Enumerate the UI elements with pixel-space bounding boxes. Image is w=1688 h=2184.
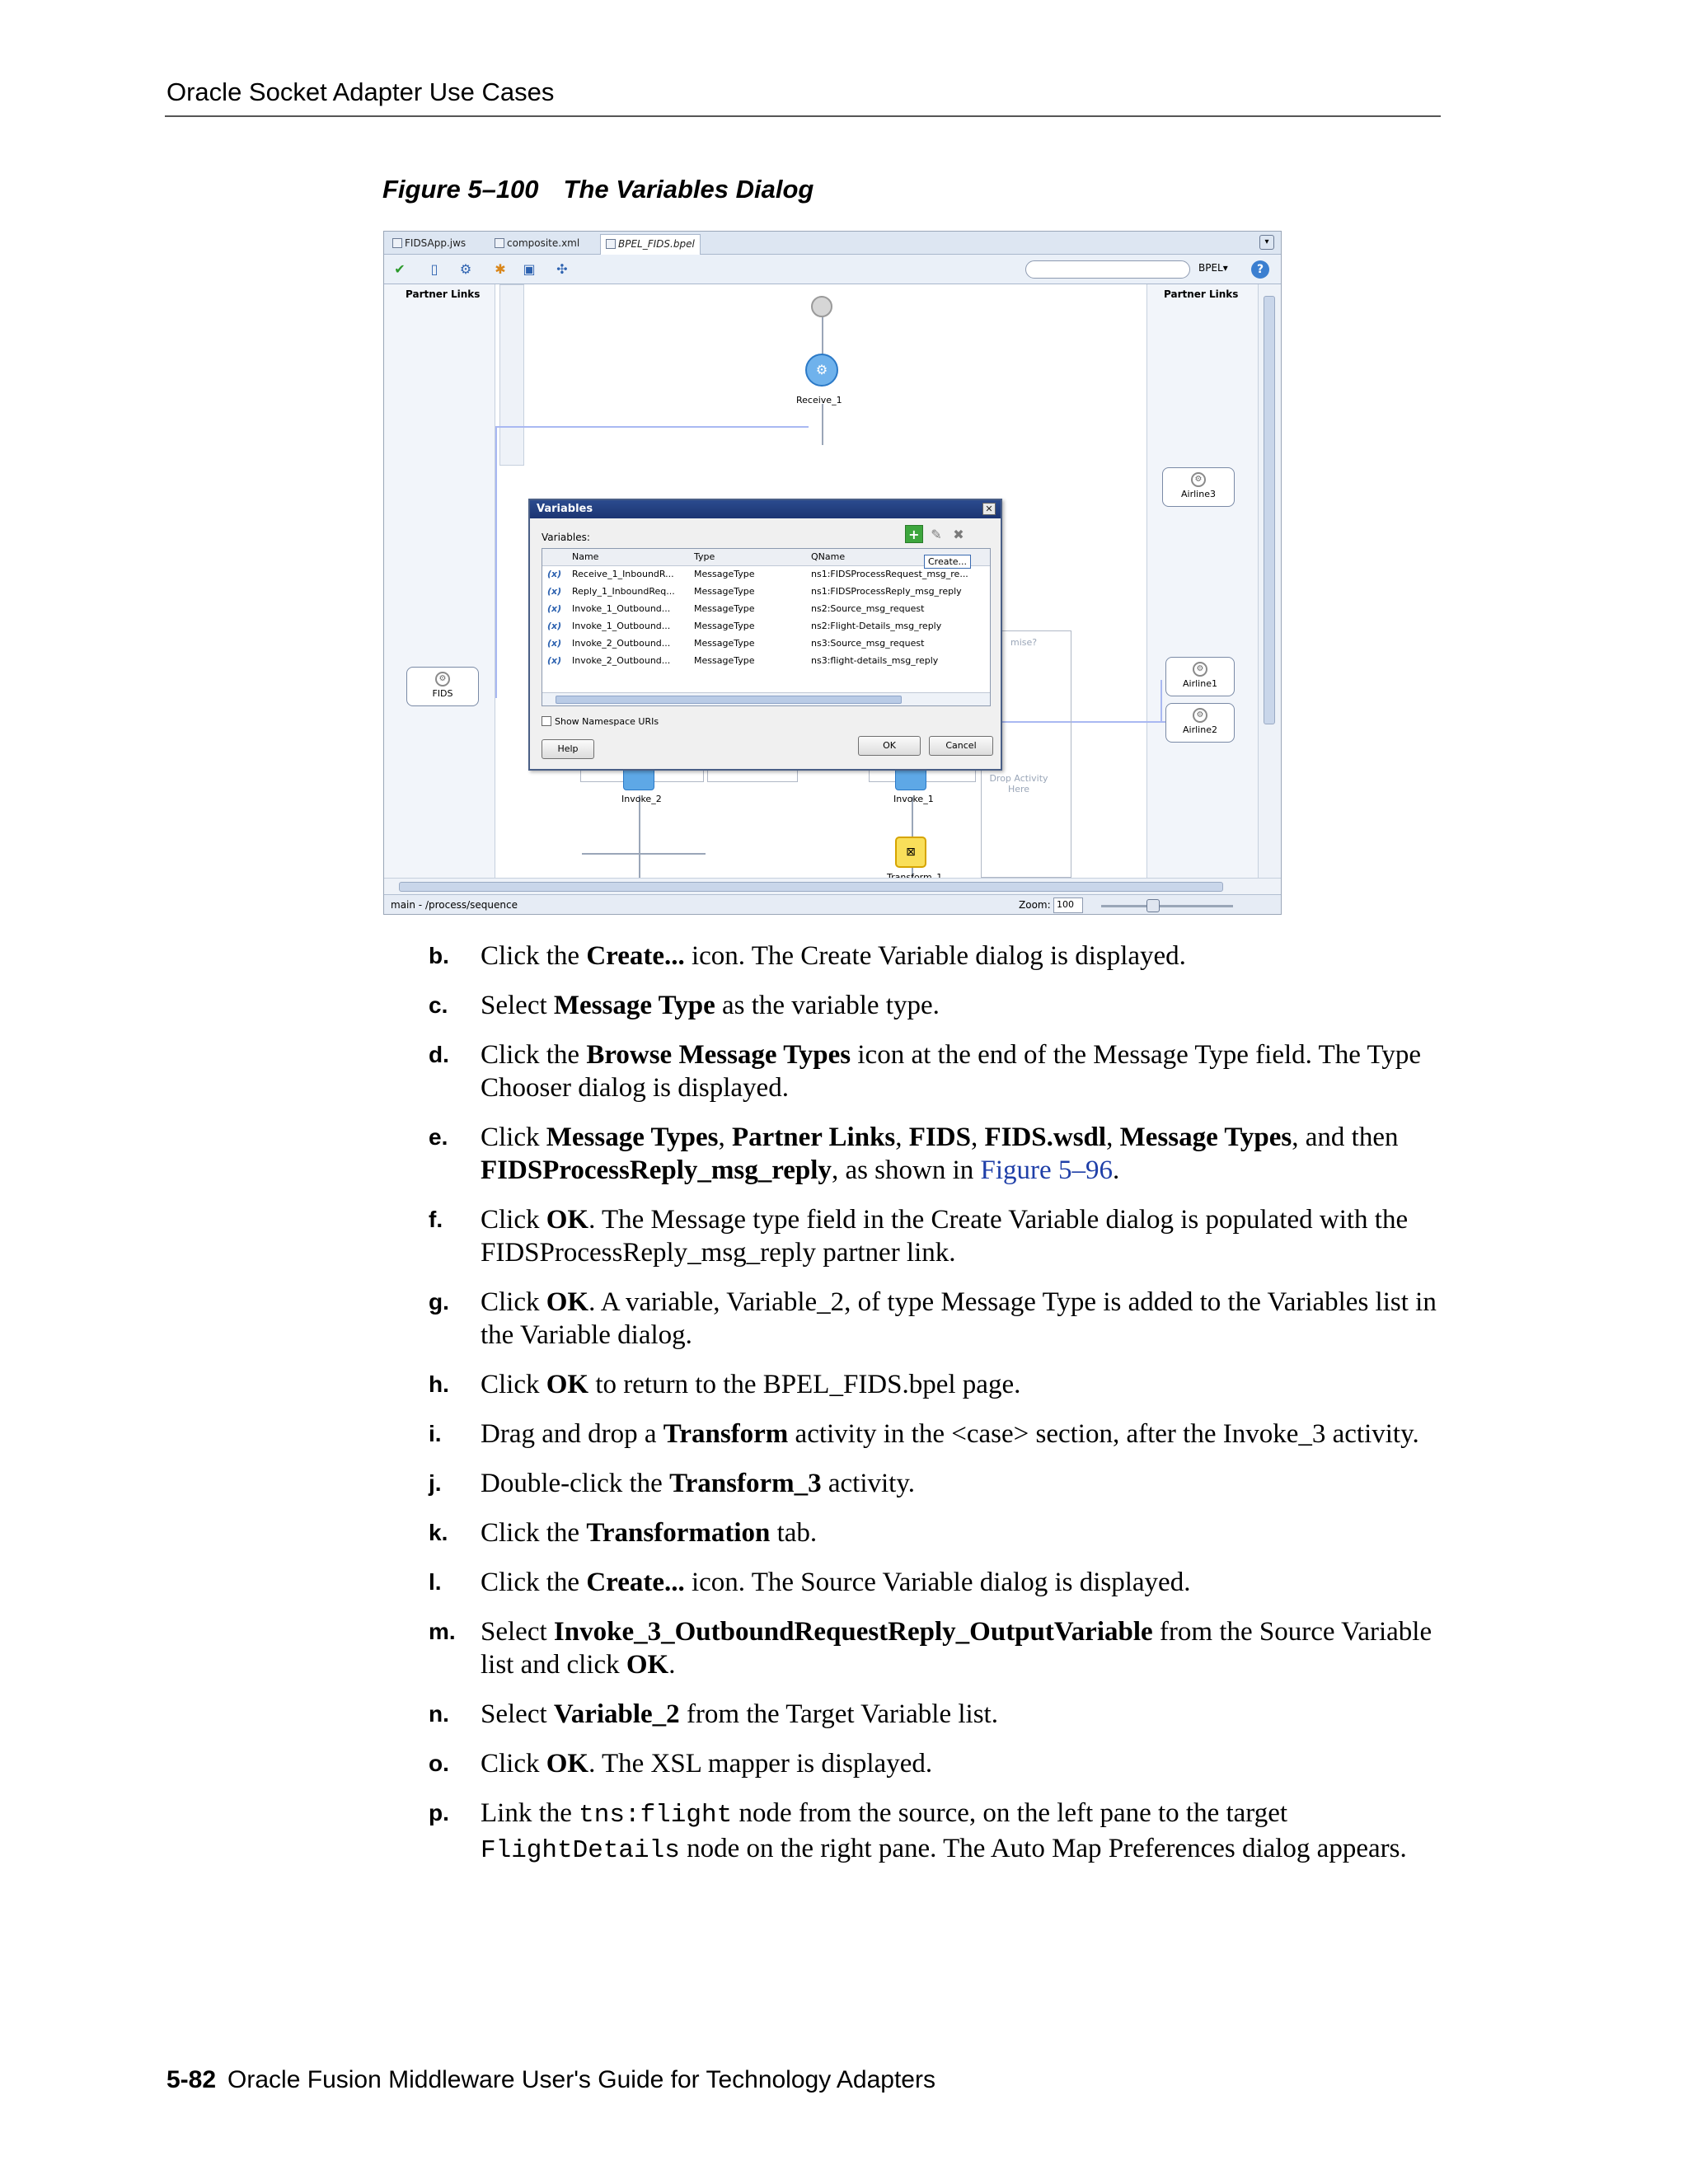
step-letter: f. [429, 1207, 443, 1232]
procedure-step: k. Click the Transformation tab. [429, 1518, 818, 1548]
cell-name: Invoke_2_Outbound... [572, 655, 671, 666]
flow-connector [822, 317, 823, 355]
bold-term: Message Type [553, 991, 715, 1020]
column-header-name[interactable]: Name [572, 551, 599, 562]
editor-toolbar [384, 255, 1281, 284]
scroll-thumb[interactable] [556, 696, 902, 704]
procedure-step: c. Select Message Type as the variable type. [429, 991, 940, 1020]
flow-connector [822, 404, 823, 445]
column-header-type[interactable]: Type [694, 551, 715, 562]
partner-link-airline1[interactable] [1165, 657, 1235, 696]
bold-term: Message Types [1119, 1122, 1292, 1152]
procedure-step: i. Drag and drop a Transform activity in the <case> section, after the Invoke_3 activity. [429, 1419, 1419, 1449]
receive-activity-icon[interactable]: ⚙ [805, 354, 838, 387]
debug-icon[interactable]: ✱ [495, 261, 506, 277]
partner-link-wire [495, 426, 497, 698]
right-partner-links-title: Partner Links [1164, 288, 1239, 300]
step-letter: e. [429, 1124, 448, 1150]
refresh-icon[interactable]: ✣ [556, 261, 568, 277]
transform-activity-icon[interactable]: ⊠ [895, 837, 926, 868]
status-path: main - /process/sequence [391, 899, 518, 911]
procedure-step: f. Click OK. The Message type field in the Create Variable dialog is populated with the FIDSProcessReply_msg_reply partner link. [429, 1205, 1409, 1268]
tab-list-dropdown[interactable]: ▾ [1259, 235, 1274, 250]
cell-qname: ns3:Source_msg_request [811, 638, 925, 649]
table-row[interactable] [542, 583, 990, 601]
gear-icon: ⚙ [1193, 662, 1207, 677]
code-term: FlightDetails [481, 1836, 680, 1865]
bold-term: Create... [586, 1568, 685, 1597]
flow-connector [639, 795, 640, 878]
partner-link-label: Airline3 [1181, 489, 1216, 499]
zoom-slider-thumb[interactable] [1146, 899, 1160, 912]
procedure-step: n. Select Variable_2 from the Target Variable list. [429, 1699, 998, 1729]
procedure-step: m. Select Invoke_3_OutboundRequestReply_OutputVariable from the Source Variable list and click OK. [429, 1617, 1432, 1680]
cell-name: Invoke_1_Outbound... [572, 603, 671, 614]
gear-icon: ⚙ [435, 672, 450, 687]
help-button[interactable]: Help [542, 739, 594, 759]
show-namespace-checkbox[interactable] [542, 716, 659, 727]
procedure-step: p. Link the tns:flight node from the source, on the left pane to the target FlightDetails node on the right pane. The Auto Map Preferences dialog appears. [429, 1798, 1407, 1865]
figure-title: The Variables Dialog [563, 175, 814, 204]
scroll-thumb[interactable] [1264, 296, 1275, 724]
variables-dialog [528, 499, 1002, 771]
procedure-step: g. Click OK. A variable, Variable_2, of type Message Type is added to the Variables list in the Variable dialog. [429, 1287, 1437, 1350]
variable-icon: (x) [547, 655, 562, 666]
variable-icon: (x) [547, 586, 562, 597]
step-letter: n. [429, 1701, 449, 1727]
figure-caption [382, 175, 814, 204]
procedure-steps [429, 940, 1442, 1884]
table-row[interactable] [542, 601, 990, 618]
table-row[interactable] [542, 635, 990, 653]
procedure-step: d. Click the Browse Message Types icon at the end of the Message Type field. The Type Chooser dialog is displayed. [429, 1040, 1421, 1103]
partner-link-fids[interactable] [406, 667, 479, 706]
bold-term: Transformation [586, 1518, 771, 1548]
step-letter: h. [429, 1371, 449, 1397]
drop-activity-hint: Drop Activity Here [989, 773, 1048, 794]
ok-button[interactable]: OK [858, 736, 921, 756]
cell-name: Invoke_2_Outbound... [572, 638, 671, 649]
bold-term: FIDS [908, 1122, 971, 1152]
procedure-step: l. Click the Create... icon. The Source Variable dialog is displayed. [429, 1568, 1191, 1597]
canvas-horizontal-scrollbar[interactable] [384, 878, 1281, 894]
bpel-design-canvas[interactable] [384, 284, 1281, 878]
partner-link-label: FIDS [432, 688, 453, 699]
left-partner-links-panel [384, 284, 495, 878]
partner-link-wire [495, 426, 809, 428]
component-strip[interactable] [499, 284, 524, 466]
procedure-step: j. Double-click the Transform_3 activity. [429, 1469, 915, 1498]
tab-fidsapp[interactable] [387, 234, 471, 255]
procedure-step: h. Click OK to return to the BPEL_FIDS.bpel page. [429, 1370, 1021, 1399]
step-letter: j. [429, 1470, 442, 1496]
partner-link-airline3[interactable] [1162, 467, 1235, 507]
cell-type: MessageType [694, 603, 755, 614]
step-letter: p. [429, 1800, 449, 1825]
cell-qname: ns3:flight-details_msg_reply [811, 655, 939, 666]
procedure-step: o. Click OK. The XSL mapper is displayed. [429, 1749, 933, 1779]
close-icon[interactable]: ✕ [982, 503, 996, 515]
validate-icon[interactable]: ✔ [394, 261, 406, 277]
cell-name: Receive_1_InboundR... [572, 569, 674, 579]
code-term: tns:flight [579, 1801, 733, 1830]
edit-pencil-icon[interactable]: ✎ [931, 527, 942, 542]
step-letter: g. [429, 1289, 449, 1315]
cancel-button[interactable]: Cancel [929, 736, 993, 756]
bold-term: FIDS.wsdl [984, 1122, 1107, 1152]
deploy-icon[interactable]: ▣ [523, 261, 536, 277]
process-start-node[interactable] [811, 296, 832, 317]
variable-icon: (x) [547, 638, 562, 649]
partner-link-wire [1160, 680, 1162, 723]
step-letter: i. [429, 1421, 442, 1446]
create-variable-icon[interactable]: + [905, 525, 923, 543]
scroll-thumb[interactable] [399, 882, 1223, 892]
checkbox-label: Show Namespace URIs [555, 716, 659, 727]
dialog-action-icons [905, 525, 968, 544]
dialog-title-bar [530, 500, 1001, 518]
dialog-title: Variables [537, 503, 593, 515]
step-letter: k. [429, 1520, 448, 1545]
table-row[interactable] [542, 618, 990, 635]
step-letter: d. [429, 1042, 449, 1067]
step-letter: b. [429, 943, 449, 968]
zoom-slider[interactable] [1101, 905, 1233, 907]
tab-bpel-fids[interactable] [600, 234, 701, 255]
page-footer [166, 2066, 935, 2094]
jdeveloper-screenshot [383, 231, 1282, 915]
delete-x-icon[interactable]: ✖ [953, 527, 964, 542]
variable-icon: (x) [547, 569, 562, 579]
step-letter: l. [429, 1569, 442, 1595]
status-bar [384, 894, 1281, 915]
zoom-label: Zoom: [1019, 899, 1051, 911]
figure-number: Figure 5–100 [382, 175, 539, 204]
create-tooltip: Create... [924, 555, 971, 569]
settings-gear-icon[interactable]: ⚙ [459, 261, 472, 277]
right-partner-links-panel [1146, 284, 1258, 878]
cell-type: MessageType [694, 569, 755, 579]
bold-term: Invoke_3_OutboundRequestReply_OutputVariable [553, 1617, 1153, 1647]
gear-icon: ⚙ [1193, 708, 1207, 723]
bold-term: Variable_2 [553, 1699, 680, 1729]
tab-label: composite.xml [507, 237, 580, 249]
canvas-vertical-scrollbar[interactable] [1258, 284, 1281, 878]
bold-term: Transform [663, 1419, 789, 1449]
bold-term: Message Types [546, 1122, 719, 1152]
gear-icon: ⚙ [1191, 472, 1206, 487]
bpel-file-icon [606, 239, 616, 249]
cell-qname: ns1:FIDSProcessReply_msg_reply [811, 586, 962, 597]
figure-cross-reference-link[interactable]: Figure 5–96 [980, 1155, 1113, 1185]
bold-term: OK [546, 1370, 589, 1399]
table-row[interactable] [542, 566, 990, 583]
step-letter: o. [429, 1750, 449, 1776]
tab-label: BPEL_FIDS.bpel [618, 238, 695, 250]
procedure-step: e. Click Message Types, Partner Links, FIDS, FIDS.wsdl, Message Types, and then FIDSProcessReply_msg_reply, as shown in Figure 5–96. [429, 1122, 1399, 1185]
cell-type: MessageType [694, 655, 755, 666]
flow-connector [582, 853, 706, 855]
step-letter: m. [429, 1619, 456, 1644]
cell-qname: ns2:Flight-Details_msg_reply [811, 621, 942, 631]
bold-term: OK [546, 1287, 589, 1317]
checkbox-box[interactable] [542, 716, 551, 726]
column-header-qname[interactable]: QName [811, 551, 846, 562]
bold-term: FIDSProcessReply_msg_reply [481, 1155, 832, 1185]
cell-qname: ns2:Source_msg_request [811, 603, 925, 614]
procedure-step: b. Click the Create... icon. The Create Variable dialog is displayed. [429, 941, 1186, 971]
cell-type: MessageType [694, 586, 755, 597]
tab-label: FIDSApp.jws [405, 237, 467, 249]
partner-link-label: Airline1 [1183, 678, 1217, 689]
left-partner-links-title: Partner Links [406, 288, 481, 300]
page-number: 5-82 [166, 2066, 217, 2093]
bpel-view-dropdown[interactable]: BPEL▾ [1198, 262, 1228, 274]
bookmark-icon[interactable]: ▯ [430, 261, 438, 277]
xml-file-icon [495, 238, 504, 248]
workspace-file-icon [392, 238, 402, 248]
running-header: Oracle Socket Adapter Use Cases [166, 77, 555, 106]
cell-type: MessageType [694, 621, 755, 631]
cell-name: Reply_1_InboundReq... [572, 586, 675, 597]
tab-composite[interactable] [490, 234, 584, 255]
bold-term: Transform_3 [669, 1469, 822, 1498]
bold-term: OK [626, 1650, 669, 1680]
table-row[interactable] [542, 653, 990, 670]
bold-term: OK [546, 1205, 589, 1235]
table-header-row [542, 549, 990, 566]
invoke-2-label: Invoke_2 [621, 794, 662, 804]
cell-type: MessageType [694, 638, 755, 649]
book-title: Oracle Fusion Middleware User's Guide for Technology Adapters [227, 2066, 935, 2093]
table-horizontal-scrollbar[interactable] [542, 692, 990, 705]
bold-term: Partner Links [731, 1122, 896, 1152]
case-hint-label: mise? [1010, 637, 1038, 648]
variable-icon: (x) [547, 603, 562, 614]
variable-icon: (x) [547, 621, 562, 631]
bold-term: OK [546, 1749, 589, 1779]
receive-label: Receive_1 [796, 395, 842, 405]
invoke-1-label: Invoke_1 [893, 794, 934, 804]
cell-qname: ns1:FIDSProcessRequest_msg_re... [811, 569, 968, 579]
help-icon[interactable]: ? [1251, 260, 1269, 279]
partner-link-airline2[interactable] [1165, 703, 1235, 743]
search-input[interactable] [1025, 260, 1190, 279]
step-letter: c. [429, 992, 448, 1018]
zoom-field[interactable]: 100 [1053, 898, 1083, 913]
cell-name: Invoke_1_Outbound... [572, 621, 671, 631]
variables-list-label: Variables: [542, 532, 590, 543]
bold-term: Create... [586, 941, 685, 971]
bold-term: Browse Message Types [586, 1040, 851, 1070]
partner-link-label: Airline2 [1183, 724, 1217, 735]
header-rule [165, 115, 1441, 117]
editor-tab-bar [384, 232, 1281, 255]
variables-table [542, 548, 991, 706]
